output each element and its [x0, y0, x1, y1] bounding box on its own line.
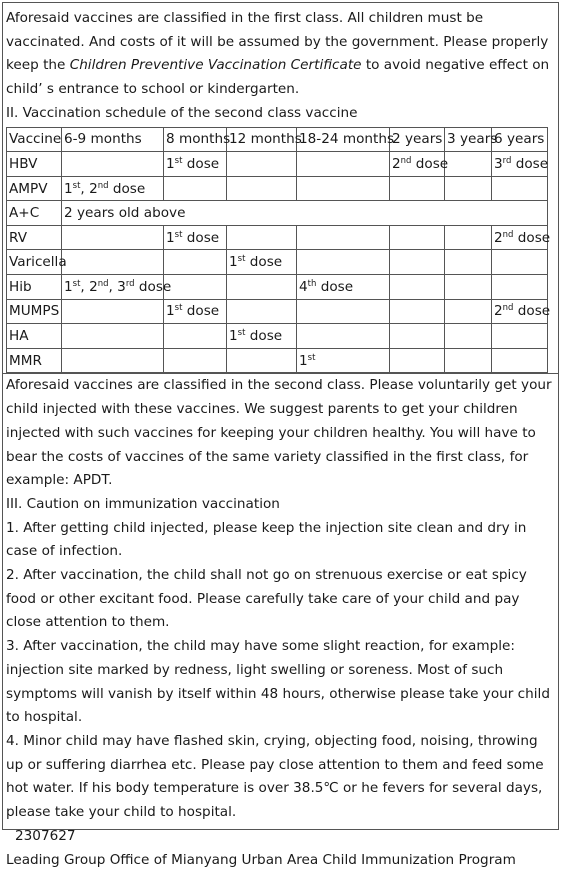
- schedule-cell: [164, 275, 227, 300]
- schedule-cell: [390, 176, 445, 201]
- intro-paragraph: [3, 7, 558, 102]
- ordinal-suffix: nd: [97, 180, 109, 191]
- schedule-cell: [62, 225, 164, 250]
- schedule-cell: [297, 299, 390, 324]
- schedule-cell: 1st dose: [227, 324, 297, 349]
- schedule-cell: 2nd dose: [492, 225, 548, 250]
- column-header: 3 years: [445, 127, 492, 152]
- schedule-cell: 2nd dose: [492, 299, 548, 324]
- schedule-cell: [62, 250, 164, 275]
- caution-item: 4. Minor child may have flashed skin, crying, objecting food, noising, throwing up or suffering diarrhea etc. Please pay close attention to them and feed some hot water. If his body temperature is over 38.5℃ or he fevers for several days, please take your child to hospital.: [6, 733, 544, 821]
- section2-heading: II. Vaccination schedule of the second class vaccine: [6, 104, 358, 121]
- intro-text-before: Aforesaid vaccines are classified in the first class. All children must be vaccinated. And costs of it will be assumed by the government. Please properly keep the: [6, 10, 549, 74]
- intro-text-after: to avoid negative effect on child’ s entrance to school or kindergarten.: [6, 57, 550, 98]
- schedule-row: [7, 299, 548, 324]
- schedule-cell: [297, 250, 390, 275]
- ordinal-suffix: nd: [502, 229, 514, 240]
- schedule-cell: 1st dose: [164, 299, 227, 324]
- schedule-cell: 1st, 2nd dose: [62, 176, 164, 201]
- schedule-cell: [62, 152, 164, 177]
- schedule-cell: [227, 348, 297, 373]
- schedule-cell: [390, 324, 445, 349]
- schedule-cell: [227, 152, 297, 177]
- document-page: [2, 2, 559, 868]
- reference-number: 2307627: [15, 827, 76, 844]
- schedule-cell: [390, 348, 445, 373]
- schedule-cell: 2nd dose: [390, 152, 445, 177]
- column-header: 18-24 months: [297, 127, 390, 152]
- vaccine-name: MMR: [7, 348, 62, 373]
- schedule-cell: [164, 250, 227, 275]
- schedule-cell: [492, 324, 548, 349]
- schedule-cell: [445, 348, 492, 373]
- schedule-cell: [164, 324, 227, 349]
- schedule-cell: [297, 152, 390, 177]
- ordinal-suffix: nd: [97, 278, 109, 289]
- caution-item: 1. After getting child injected, please keep the injection site clean and dry in case of infection.: [6, 519, 527, 560]
- schedule-cell: [445, 176, 492, 201]
- schedule-cell: [390, 299, 445, 324]
- vaccination-schedule-table: [6, 127, 551, 374]
- schedule-row: [7, 152, 548, 177]
- schedule-cell: [297, 225, 390, 250]
- ordinal-suffix: st: [174, 303, 183, 314]
- column-header: 12 months: [227, 127, 297, 152]
- schedule-cell: [164, 176, 227, 201]
- ordinal-suffix: nd: [502, 303, 514, 314]
- schedule-row: [7, 225, 548, 250]
- schedule-cell: 1st dose: [164, 152, 227, 177]
- ordinal-suffix: th: [307, 278, 317, 289]
- vaccine-name: HBV: [7, 152, 62, 177]
- schedule-cell: [445, 275, 492, 300]
- ordinal-suffix: rd: [502, 155, 512, 166]
- vaccine-name: Hib: [7, 275, 62, 300]
- schedule-cell: 1st: [297, 348, 390, 373]
- schedule-cell: [492, 176, 548, 201]
- ordinal-suffix: st: [174, 155, 183, 166]
- schedule-cell: [62, 299, 164, 324]
- caution-item: 3. After vaccination, the child may have some slight reaction, for example: injection site marked by redness, light swelling or soreness. Most of such symptoms will vanish by itself within 48 hours, otherwise please take your child to hospital.: [6, 638, 550, 726]
- ordinal-suffix: rd: [125, 278, 135, 289]
- schedule-cell: [445, 299, 492, 324]
- ordinal-suffix: st: [307, 352, 316, 363]
- schedule-cell: [297, 176, 390, 201]
- vaccine-name: MUMPS: [7, 299, 62, 324]
- ordinal-suffix: nd: [400, 155, 412, 166]
- column-header: 2 years: [390, 127, 445, 152]
- schedule-cell: [297, 324, 390, 349]
- schedule-cell: [390, 275, 445, 300]
- vaccine-name: RV: [7, 225, 62, 250]
- schedule-cell: 3rd dose: [492, 152, 548, 177]
- schedule-cell: [227, 299, 297, 324]
- vaccine-name: A+C: [7, 201, 62, 226]
- schedule-cell: [164, 348, 227, 373]
- schedule-header-row: [7, 127, 548, 152]
- issuing-organization: Leading Group Office of Mianyang Urban Area Child Immunization Program: [6, 851, 516, 868]
- schedule-cell: 1st dose: [227, 250, 297, 275]
- section3-heading: III. Caution on immunization vaccination: [6, 495, 280, 512]
- schedule-cell: [445, 225, 492, 250]
- schedule-cell: 1st dose: [164, 225, 227, 250]
- column-header: 6-9 months: [62, 127, 164, 152]
- schedule-cell: [492, 348, 548, 373]
- ordinal-suffix: st: [174, 229, 183, 240]
- schedule-cell: [227, 225, 297, 250]
- schedule-row: [7, 250, 548, 275]
- ordinal-suffix: st: [72, 180, 81, 191]
- ordinal-suffix: st: [237, 254, 246, 265]
- schedule-cell: [390, 250, 445, 275]
- schedule-row: [7, 348, 548, 373]
- ordinal-suffix: st: [237, 328, 246, 339]
- caution-item: 2. After vaccination, the child shall not go on strenuous exercise or eat spicy food or other excitant food. Please carefully take care of your child and pay close attention to them.: [6, 567, 527, 631]
- schedule-cell: [62, 324, 164, 349]
- schedule-cell: [492, 250, 548, 275]
- schedule-cell: [227, 176, 297, 201]
- schedule-cell: [390, 225, 445, 250]
- schedule-cell: [445, 324, 492, 349]
- schedule-cell: [492, 275, 548, 300]
- schedule-cell: 4th dose: [297, 275, 390, 300]
- vaccine-name: HA: [7, 324, 62, 349]
- schedule-row: [7, 324, 548, 349]
- certificate-title: Children Preventive Vaccination Certificate: [69, 57, 362, 74]
- schedule-body: [7, 127, 551, 373]
- vaccine-name: AMPV: [7, 176, 62, 201]
- column-header: 8 months: [164, 127, 227, 152]
- schedule-cell: [227, 275, 297, 300]
- schedule-cell: 1st, 2nd, 3rd dose: [62, 275, 164, 300]
- second-class-paragraph: Aforesaid vaccines are classified in the second class. Please voluntarily get your child injected with these vaccines. We suggest parents to get your children injected with such vaccines for keeping your children healthy. You will have to bear the costs of vaccines of the same variety classified in the first class, for example: APDT.: [6, 377, 552, 489]
- schedule-cell: [445, 152, 492, 177]
- schedule-cell: 2 years old above: [62, 201, 548, 226]
- schedule-cell: [445, 250, 492, 275]
- schedule-row: [7, 275, 548, 300]
- vaccine-name: Varicella: [7, 250, 62, 275]
- schedule-cell: [62, 348, 164, 373]
- column-header: 6 years: [492, 127, 548, 152]
- schedule-row: [7, 176, 548, 201]
- ordinal-suffix: st: [72, 278, 81, 289]
- column-header: Vaccine: [7, 127, 62, 152]
- schedule-row: [7, 201, 548, 226]
